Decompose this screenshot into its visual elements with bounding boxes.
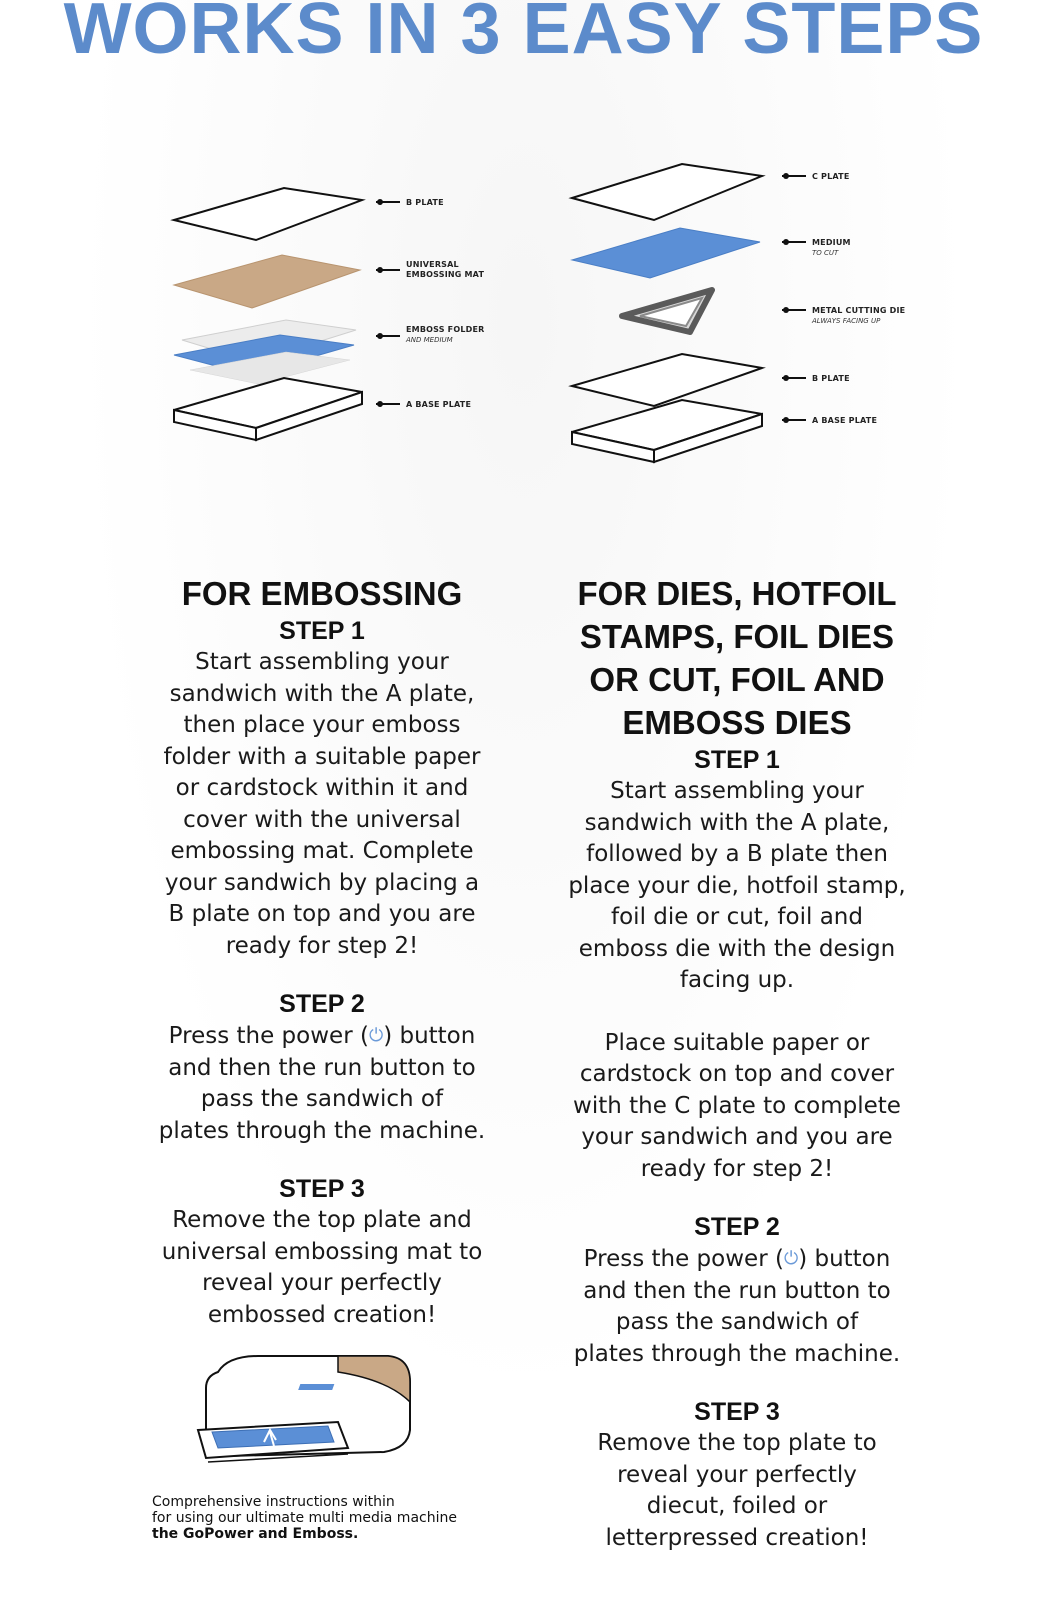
text-line: facing up.: [679, 967, 795, 993]
embossing-step2-text: [146, 1020, 498, 1147]
dies-step2-text: [540, 1243, 934, 1370]
label-embossing-mat: EMBOSSING MAT: [406, 270, 485, 279]
embossing-layer-diagram: [160, 170, 520, 460]
dies-heading: [540, 572, 934, 744]
text-line: your sandwich and you are: [581, 1124, 893, 1150]
label-and-medium: AND MEDIUM: [406, 336, 453, 344]
dies-step1-title: STEP 1: [694, 746, 780, 774]
dies-instructions: [540, 572, 934, 1554]
heading-line: OR CUT, FOIL AND: [589, 661, 885, 698]
text-line: B plate on top and you are: [168, 901, 476, 927]
embossing-mat-layer: [174, 255, 360, 308]
dies-step1b-text: [540, 1028, 934, 1186]
text-line: Start assembling your: [195, 649, 449, 675]
text-fragment: ) button: [798, 1246, 891, 1272]
text-line: pass the sandwich of: [200, 1086, 444, 1112]
text-line: [146, 1020, 498, 1053]
b-plate-layer: [174, 188, 362, 240]
text-line: embossed creation!: [207, 1301, 437, 1328]
embossing-heading: FOR EMBOSSING: [181, 575, 463, 612]
embossing-step2-title: STEP 2: [279, 990, 365, 1018]
heading-line: STAMPS, FOIL DIES: [579, 618, 895, 655]
dies-step2-title: STEP 2: [694, 1213, 780, 1241]
text-line: cardstock on top and cover: [579, 1061, 895, 1087]
text-line: and then the run button to: [168, 1054, 476, 1081]
text-line: cover with the universal: [183, 806, 461, 833]
embossing-step1-title: STEP 1: [279, 617, 365, 645]
label-emboss-folder: EMBOSS FOLDER: [406, 325, 485, 334]
medium-to-cut-layer: [572, 228, 760, 278]
label-metal-cutting-die: METAL CUTTING DIE: [812, 306, 906, 315]
label-to-cut: TO CUT: [812, 249, 839, 257]
text-line: and then the run button to: [583, 1277, 891, 1304]
label-always-facing-up: ALWAYS FACING UP: [812, 317, 881, 325]
dies-layer-diagram: [560, 150, 940, 470]
text-line: then place your emboss: [183, 712, 461, 738]
heading-line: FOR DIES, HOTFOIL: [577, 575, 897, 612]
text-line: ready for step 2!: [640, 1155, 834, 1182]
text-line: letterpressed creation!: [605, 1524, 869, 1551]
text-line: embossing mat. Complete: [170, 838, 474, 864]
label-c-plate: C PLATE: [812, 172, 850, 181]
text-line: folder with a suitable paper: [163, 743, 481, 770]
text-line: Comprehensive instructions within: [152, 1494, 395, 1510]
heading-line: EMBOSS DIES: [622, 704, 852, 741]
text-line: plates through the machine.: [573, 1340, 901, 1367]
power-icon: ⏻: [783, 1248, 799, 1269]
text-line: reveal your perfectly: [202, 1270, 442, 1296]
metal-cutting-die: [622, 290, 712, 332]
text-line: sandwich with the A plate,: [169, 680, 475, 707]
embossing-instructions: [146, 572, 498, 1331]
embossing-step3-title: STEP 3: [279, 1175, 365, 1203]
text-fragment: Press the power (: [583, 1246, 784, 1272]
text-fragment: Press the power (: [168, 1023, 369, 1049]
b-plate-layer-right: [572, 354, 762, 406]
text-line: for using our ultimate multi media machine: [152, 1510, 457, 1526]
text-line: Place suitable paper or: [604, 1029, 870, 1056]
page-title: WORKS IN 3 EASY STEPS: [63, 0, 984, 69]
text-line: emboss die with the design: [578, 935, 896, 962]
text-line: universal embossing mat to: [161, 1238, 483, 1265]
a-base-plate-layer: [174, 378, 362, 440]
label-a-base-plate: A BASE PLATE: [406, 400, 472, 409]
text-line: place your die, hotfoil stamp,: [568, 872, 906, 899]
a-base-plate-layer-right: [572, 400, 762, 462]
text-line: Remove the top plate and: [172, 1207, 472, 1233]
text-line: Remove the top plate to: [597, 1430, 877, 1456]
text-fragment: ) button: [383, 1023, 476, 1049]
label-b-plate: B PLATE: [406, 198, 444, 207]
text-line: or cardstock within it and: [175, 775, 469, 801]
text-line: your sandwich by placing a: [164, 869, 480, 896]
power-icon: ⏻: [368, 1025, 384, 1046]
label-medium: MEDIUM: [812, 238, 851, 247]
label-universal: UNIVERSAL: [406, 260, 459, 269]
text-line: the GoPower and Emboss.: [152, 1526, 359, 1542]
embossing-step3-text: [146, 1205, 498, 1331]
dies-step3-title: STEP 3: [694, 1398, 780, 1426]
text-line: foil die or cut, foil and: [611, 904, 863, 930]
label-a-base-plate-right: A BASE PLATE: [812, 416, 878, 425]
text-line: [540, 1243, 934, 1276]
text-line: plates through the machine.: [158, 1117, 486, 1144]
machine-illustration: [188, 1352, 418, 1477]
dies-step3-text: [540, 1428, 934, 1554]
embossing-step1-text: [146, 647, 498, 962]
text-line: followed by a B plate then: [586, 841, 888, 867]
text-line: Start assembling your: [610, 778, 864, 804]
emboss-folder-layer: [174, 320, 356, 384]
text-line: sandwich with the A plate,: [584, 809, 890, 836]
footnote: [152, 1494, 512, 1542]
text-line: pass the sandwich of: [615, 1309, 859, 1335]
dies-step1-text: [540, 776, 934, 997]
text-line: ready for step 2!: [225, 932, 419, 959]
text-line: diecut, foiled or: [646, 1493, 828, 1519]
label-b-plate-right: B PLATE: [812, 374, 850, 383]
c-plate-layer: [572, 164, 762, 220]
text-line: reveal your perfectly: [617, 1461, 857, 1488]
text-line: with the C plate to complete: [573, 1092, 901, 1119]
